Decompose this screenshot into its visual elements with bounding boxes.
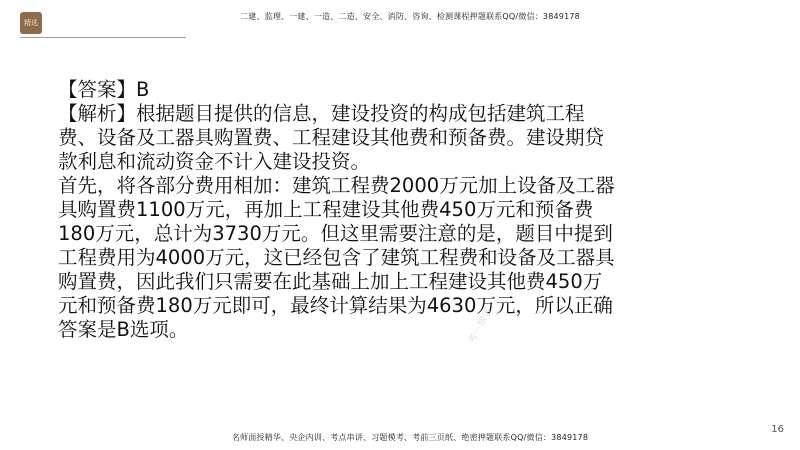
calculation-paragraph: 首先，将各部分费用相加：建筑工程费2000万元加上设备及工器具购置费1100万元，再加上工程建设其他费450万元和预备费180万元，总计为3730万元。但这里需要注意的是，题目中提到工程费用为4000万元，这已经包含了建筑工程费和设备及工器具购置费，因此我们只需要在此基础上加上工程建设其他费450万元和预备费180万元即可，最终计算结果为4630万元，所以正确答案是B选项。 <box>58 174 615 341</box>
brand-logo: 精选 <box>20 12 42 34</box>
page-number: 16 <box>771 424 784 435</box>
answer-content <box>58 78 618 342</box>
watermark-text: 考一级证 <box>467 305 496 346</box>
footer-banner: 名师面授精华、央企内训、考点串讲、习题模考、考前三页纸、绝密押题联系QQ/微信：3849178 <box>231 433 589 442</box>
answer-line: 【答案】B <box>58 78 150 101</box>
analysis-paragraph: 【解析】根据题目提供的信息，建设投资的构成包括建筑工程费、设备及工器具购置费、工程建设其他费和预备费。建设期贷款利息和流动资金不计入建设投资。 <box>58 102 605 173</box>
header-divider <box>20 37 186 38</box>
header-banner: 二建、监理、一建、一造、二造、安全、消防、咨询、检测课程押题联系QQ/微信：3849178 <box>240 12 580 21</box>
